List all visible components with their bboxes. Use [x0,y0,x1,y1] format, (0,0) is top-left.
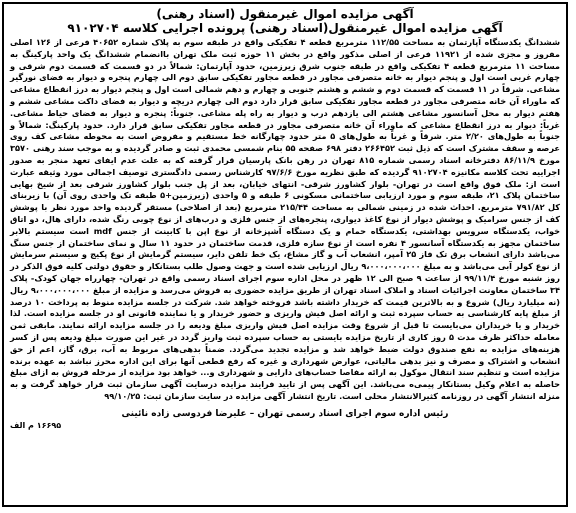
notice-subtitle: آگهی مزایده اموال غیرمنقول(اسناد رهنی) پرونده اجرایی کلاسه ۹۱۰۲۷۰۴ [67,21,503,35]
signature-line: رئیس اداره سوم اجرای اسناد رسمی تهران – علیرضا فردوسی زاده نائینی [121,408,449,419]
notice-title: آگهی مزایده اموال غیرمنقول (اسناد رهنی) [156,7,414,21]
notice-code: ۱۶۶۹۵ م الف [10,420,62,430]
auction-notice [2,2,568,507]
notice-body: ششدانگ یکدستگاه آپارتمان به مساحت ۱۱۲/۵۵ مترمربع قطعه ۴ تفکیکی واقع در طبقه سوم به پلاک شماره ۴۰۶۵۲ فرعی از ۱۲۶ اصلی مفروز و مجزی شده از ۱۱۹۲۱ فرعی از اصلی مذکور واقع در بخش ۱۱ حوزه ثبت ملک تهران باانضمام ششدانگ یک واحد پارکینگ به مساحت ۱۱ مترمربع قطعه ۴ تفکیکی واقع در طبقه جنوب شرق زیرزمین، حدود آپارتمان: شمالاً در دو قسمت که قسمت دوم شرقی و چهارم غربی است اول و پنجم دیوار به خانه متصرفی مجاور در قطعه مجاور تفکیکی سابق دوم الی چهارم پنجره و دیوار به فضای نورگیر مشاعی. شرقاً در ۱۱ قسمت که قسمت دوم و ششم و هشتم جنوبی و چهارم و دهم شمالی است اول و پنجم دیوار به درز انقطاع مشاعی که ماوراء آن خانه متصرفی مجاور در قطعه مجاور تفکیکی سابق قرار دارد دوم الی چهارم دریچه و دیوار به فضای داکت مشاعی ششم و هفتم دیوار به محل آسانسور مشاعی هشتم الی یازدهم درب و دیوار به راه پله مشاعی. جنوباً: پنجره و دیوار به فضای حیاط مشاعی. غرباً: دیوار به درز انقطاع مشاعی که ماوراء آن خانه متصرفی مجاور در قطعه مجاور تفکیکی سابق قرار دارد. حدود پارکینگ: شمالاً و جنوباً به طول‌های ۲/۲۰ متر. شرقاً و غرباً به طول‌های ۵ متر حدود چهارگانه خط مستقیم و مفروض است به محوطه مشاعی کف روی عرصه و سقف مشترک است که ذیل ثبت ۲۶۶۴۵۲ دفتر ۶۹۸ صفحه ۵۵ بنام شمسی محمدی ثبت و صادر گردیده و به موجب سند رهنی ۳۵۷۰ مورخ ۸۶/۱۱/۹ دفترخانه اسناد رسمی شماره ۸۱۵ تهران در رهن بانک پارسیان قرار گرفته که به علت عدم ایفای تعهد منجر به صدور اجراییه تحت کلاسه مکانیزه ۹۱۰۲۷۰۴ گردیده که طبق نظریه مورخ ۹۷/۶/۶ کارشناس رسمی دادگستری توصیف اجمالی مورد وثیقه عبارت است از: ملک فوق واقع است در تهران- بلوار کشاورز شرقی- انتهای خیابان، بعد از پل جنب بلوار کشاورز شرقی بعد از شیخ بهایی ساختمان پلاک ۲۱، طبقه سوم و مورد ارزیابی ساختمانی مسکونی ۶ طبقه و ۵ واحدی (زیرزمین+۵ طبقه تک واحدی روی آن) با زیربنای کل ۷۹۱/۸۲ مترمربع. احداث شده در زمینی شمالی به مساحت ۲۱۵/۴۴ مترمربع (بعد از اصلاحی) مستقر گردیده واحد مورد نظر با پوشش کف از جنس سرامیک و پوشش دیوار از نوع کاغذ دیواری، پنجره‌های از جنس فلزی و درب‌های از نوع چوبی رنگ شده، دارای هال، دو اتاق خواب، یکدستگاه سرویس بهداشتی، یکدستگاه حمام و یک دستگاه آشپزخانه از نوع اپن با کابینت از جنس mdf است سیستم بالابر ساختمان مجهز به یکدستگاه آسانسور ۴ نفره است از نوع سازه فلزی، قدمت ساختمان در حدود ۱۱ سال و نمای ساختمان از جنس سنگ می‌باشد دارای انشعاب برق تک فاز ۲۵ آمپر، انشعاب آب و گاز مشاع، یک خط تلفن دایر، سیستم گرمایش از نوع پکیج و سیستم سرمایش از نوع کولر آبی می‌باشد و به مبلغ ۹،۰۰۰،۰۰۰،۰۰۰ ریال ارزیابی شده است و جهت وصول طلب بستانکار و حقوق دولتی کلیه فوق الذکر در روز شنبه مورخ ۹۹/۱۱/۴ از ساعت ۹ صبح الی ۱۲ ظهر در محل اداره سوم اجرای اسناد رسمی واقع در تهران- چهارراه جهان کودک- پلاک ۳۴ ساختمان معاونت اجرائیات اسناد و املاک اسناد تهران از طریق مزایده حضوری به فروش می‌رسد و مزایده از مبلغ ۹،۰۰۰،۰۰۰،۰۰۰ ریال (نه میلیارد ریال) شروع و به بالاترین قیمت که خریدار داشته باشد فروخته خواهد شد. شرکت در جلسه مزایده منوط به پرداخت ۱۰ درصد از مبلغ پایه کارشناسی به حساب سپرده ثبت و ارائه اصل فیش واریزی و حضور خریدار و یا نماینده قانونی او در جلسه مزایده است. لذا خریدار و یا خریداران می‌بایست تا قبل از شروع وقت مزایده اصل فیش واریزی مبلغ ودیعه را در جلسه مزایده ارائه نمایند. مابقی ثمن معامله حداکثر ظرف مدت ۵ روز کاری از تاریخ مزایده بایستی به حساب سپرده ثبت واریز گردد در غیر این صورت مبلغ ودیعه پس از کسر هزینه‌های مزایده به نفع صندوق دولت ضبط خواهد شد و مزایده تجدید می‌گردد. ضمناً بدهی‌های مربوط به آب، برق، گاز، اعم از حق انشعاب و اشتراک و مصرف و نیز بدهی مالیاتی، عوارض شهرداری و غیره که رفع قطعی آنها برای این اداره محرز نباشد به عهده برنده مزایده است و تنظیم سند انتقال موکول به ارائه مفاصا حساب‌های دارایی و شهرداری و... خواهد بود مزایده از مرحله فروش به ازای مبلغ حاصله به اعلام وکیل بستانکار پیمی‌ه می‌باشد. این آگهی پس از تایید فرایند مزایده درسایت آگهی سازمان ثبت قرار خواهد گرفت و به منزله انتشار آگهی در روزنامه کثیرالانتشار محلی است. تاریخ انتشار آگهی مزایده در سایت سازمان ثبت: ۹۹/۱۰/۲۵ [10,37,561,401]
